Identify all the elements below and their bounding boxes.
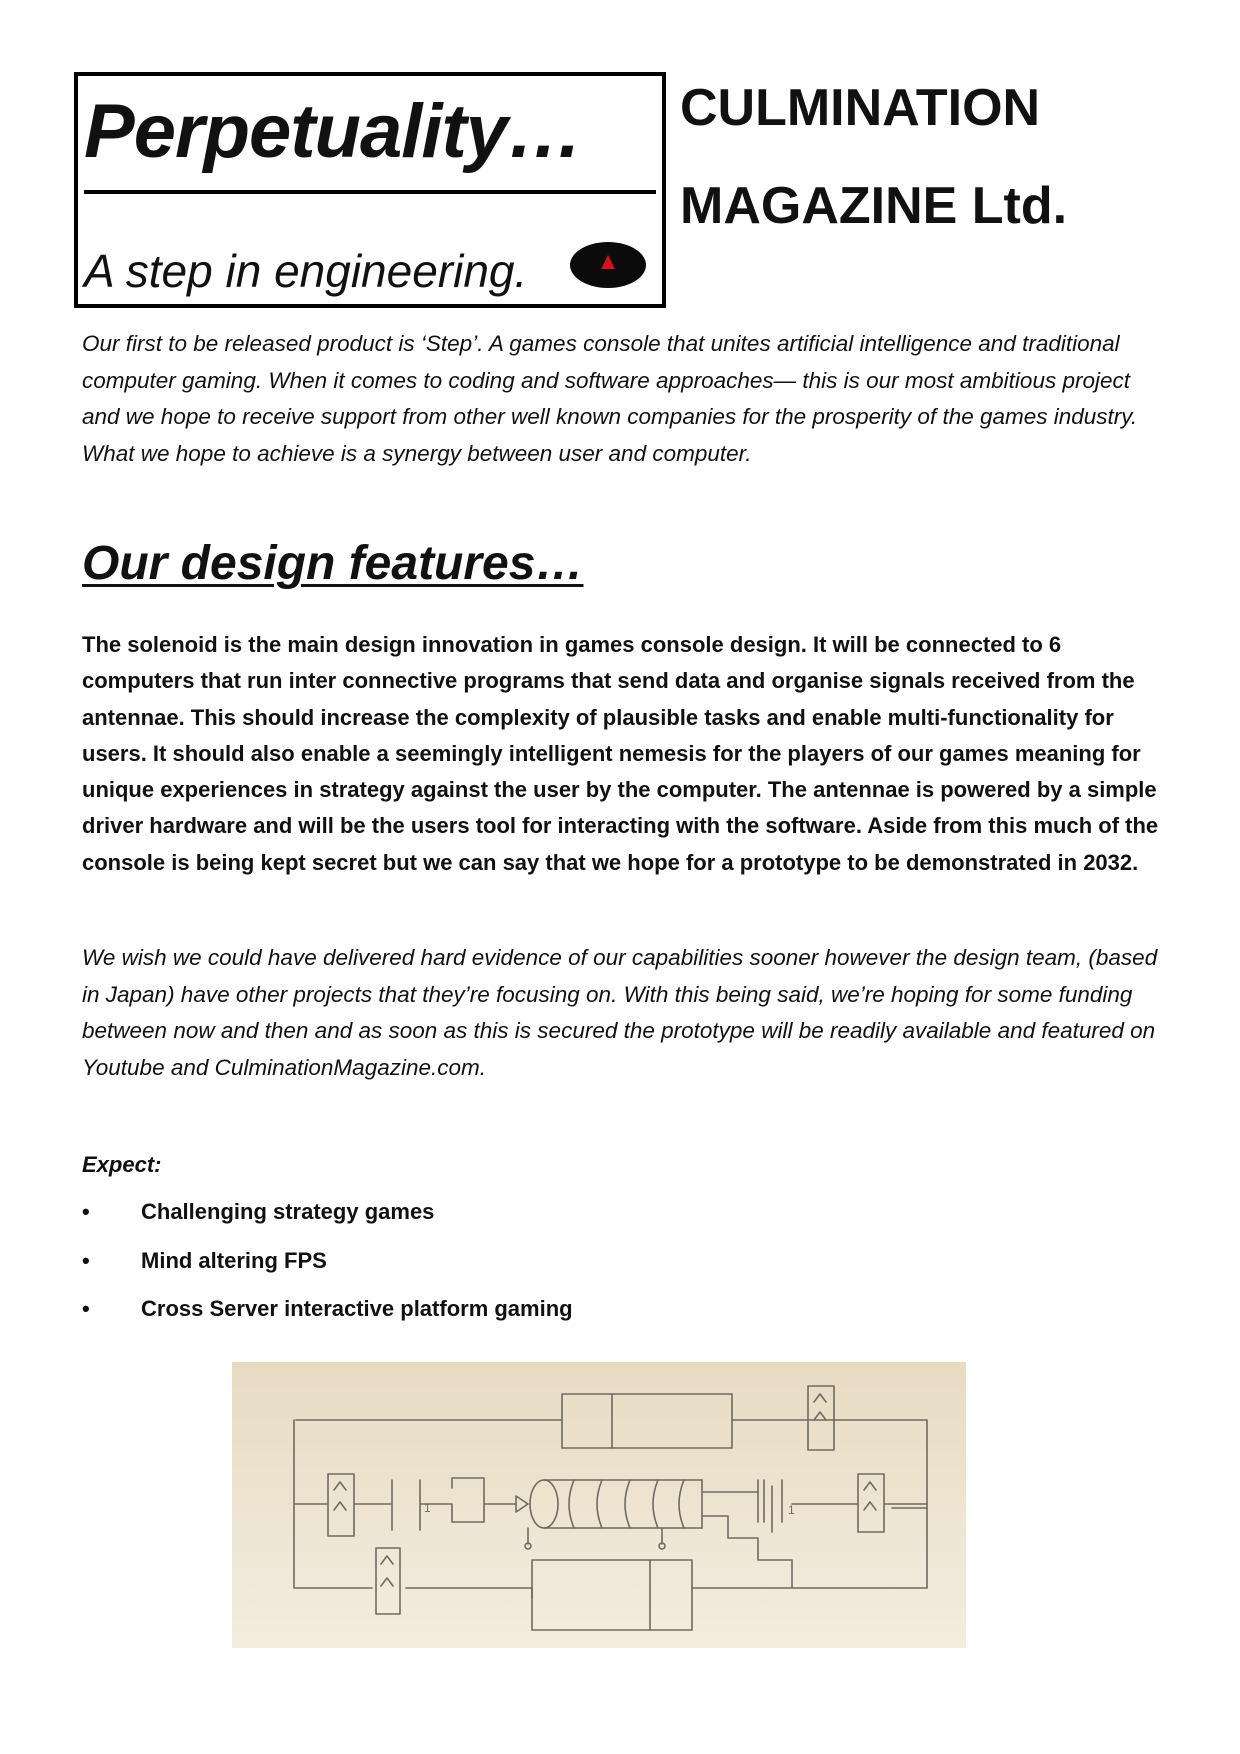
svg-text:1: 1 <box>424 1501 431 1515</box>
svg-text:1: 1 <box>788 1503 795 1517</box>
expect-label: Expect: <box>82 1152 162 1177</box>
logo-rule <box>84 190 656 194</box>
closing-paragraph: We wish we could have delivered hard evidence of our capabilities sooner however the design team, (based in Japan) have other projects that they’re focusing on. With this being said, we’re hoping for some funding between now and then and as soon as this is secured the prototype will be readily available and featured on Youtube and CulminationMagazine.com. <box>82 945 1158 1080</box>
design-heading: Our design features… <box>82 537 584 590</box>
logo-title: Perpetuality… <box>84 89 583 174</box>
list-item-text: Cross Server interactive platform gaming <box>141 1296 573 1321</box>
design-body: The solenoid is the main design innovation in games console design. It will be connected to 6 computers that run inter connective programs that send data and organise signals received from the antennae. This should increase the complexity of plausible tasks and enable multi-functionality for users. It should also enable a seemingly intelligent nemesis for the players of our games meaning for unique experiences in strategy against the user by the computer. The antennae is powered by a simple driver hardware and will be the users tool for interacting with the software. Aside from this much of the console is being kept secret but we can say that we hope for a prototype to be demonstrated in 2032. <box>82 632 1159 875</box>
circuit-sketch-image <box>232 1362 966 1648</box>
list-item-text: Challenging strategy games <box>141 1199 435 1224</box>
masthead <box>680 79 1220 235</box>
masthead-line-1: CULMINATION <box>680 79 1041 137</box>
pencil-circuit-diagram-icon <box>232 1362 966 1648</box>
bullet-icon: • <box>82 1199 90 1224</box>
logo-box <box>74 72 666 308</box>
intro-paragraph: Our first to be released product is ‘Step’. A games console that unites artificial intelligence and traditional computer gaming. When it comes to coding and software approaches— this is our most ambitious project and we hope to receive support from other well known companies for the prosperity of the games industry. What we hope to achieve is a synergy between user and computer. <box>82 331 1138 466</box>
logo-badge-icon <box>570 242 646 288</box>
red-triangle-icon <box>601 255 615 269</box>
logo-tagline: A step in engineering. <box>84 245 528 297</box>
bullet-icon: • <box>82 1247 90 1273</box>
list-item-text: Mind altering FPS <box>141 1247 327 1273</box>
bullet-icon: • <box>82 1296 90 1321</box>
masthead-line-2: MAGAZINE Ltd. <box>680 177 1068 235</box>
